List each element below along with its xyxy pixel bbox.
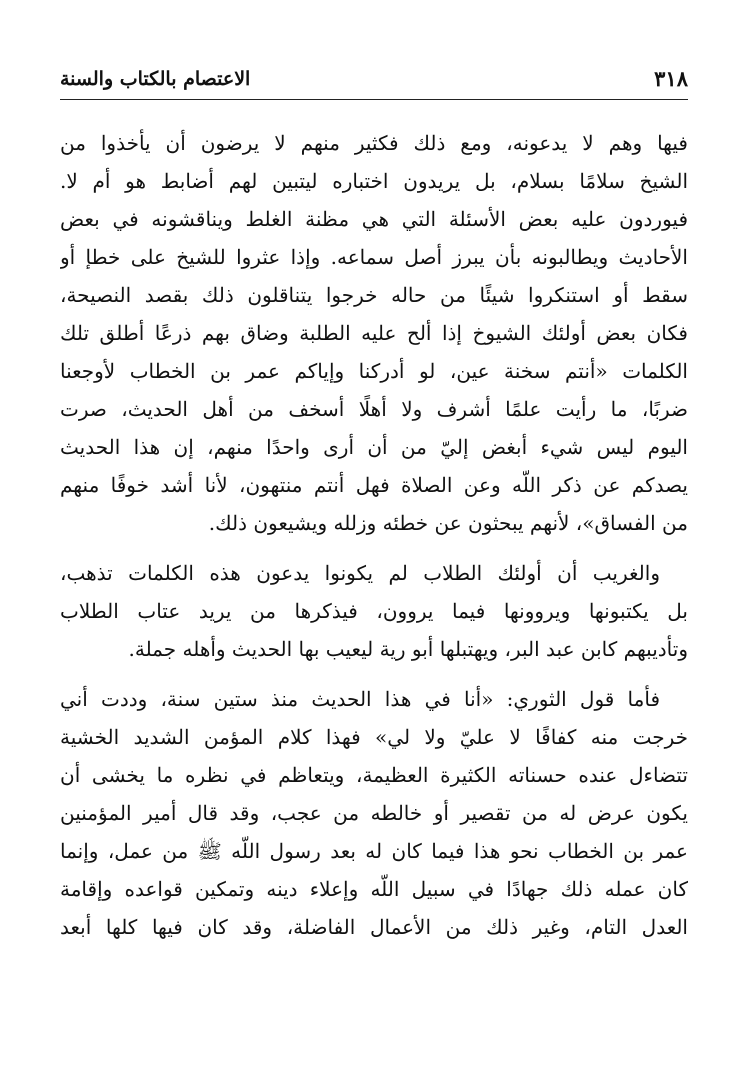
text-line: بل يكتبونها ويروونها فيما يروون، فيذكرها من يريد عتاب الطلاب: [60, 599, 688, 623]
text-line: تتضاءل عنده حسناته الكثيرة العظيمة، ويتعاظم في نظره ما يخشى أن: [60, 763, 688, 787]
text-line: كان عمله ذلك جهادًا في سبيل اللّه وإعلاء دينه وتمكين قواعده وإقامة: [60, 877, 688, 901]
text-line: فيها وهم لا يدعونه، ومع ذلك فكثير منهم لا يرضون أن يأخذوا من: [60, 131, 688, 155]
paragraph-spacer: [60, 668, 688, 680]
text-line: الكلمات «أنتم سخنة عين، لو أدركنا وإياكم عمر بن الخطاب لأوجعنا: [60, 359, 688, 383]
text-line: فيوردون عليه بعض الأسئلة التي هي مظنة الغلط ويناقشونه في بعض: [60, 207, 688, 231]
page-header: [60, 62, 688, 96]
paragraph-3: [60, 680, 688, 946]
text-line: خرجت منه كفافًا لا عليّ ولا لي» فهذا كلام المؤمن الشديد الخشية: [60, 725, 688, 749]
text-line: فأما قول الثوري: «أنا في هذا الحديث منذ ستين سنة، وددت أني: [60, 687, 660, 711]
body-text: [60, 124, 688, 946]
text-line: يكون عرض له من تقصير أو خالطه من عجب، وقد قال أمير المؤمنين: [60, 801, 688, 825]
paragraph-2: [60, 554, 688, 668]
text-line: عمر بن الخطاب نحو هذا فيما كان له بعد رسول اللّه ﷺ من عمل، وإنما: [60, 839, 688, 863]
page-number: ٣١٨: [654, 66, 688, 91]
paragraph-1: [60, 124, 688, 542]
text-line: ضربًا، ما رأيت علمًا أشرف ولا أهلًا أسخف من أهل الحديث، صرت: [60, 397, 688, 421]
running-title: الاعتصام بالكتاب والسنة: [60, 68, 251, 90]
text-line: سقط أو استنكروا شيئًا من حاله خرجوا يتناقلون ذلك بقصد النصيحة،: [60, 283, 688, 307]
text-line: العدل التام، وغير ذلك من الأعمال الفاضلة، وقد كان فيها كلها أبعد: [60, 915, 688, 939]
text-line: يصدكم عن ذكر اللّه وعن الصلاة فهل أنتم منتهون، لأنا أشد خوفًا منهم: [60, 473, 688, 497]
text-line: من الفساق»، لأنهم يبحثون عن خطئه وزلله ويشيعون ذلك.: [208, 511, 688, 535]
text-line: الأحاديث ويطالبونه بأن يبرز أصل سماعه. وإذا عثروا للشيخ على خطإ أو: [60, 245, 688, 269]
paragraph-spacer: [60, 542, 688, 554]
text-line: فكان بعض أولئك الشيوخ إذا ألح عليه الطلبة وضاق بهم ذرعًا أطلق تلك: [60, 321, 688, 345]
text-line: اليوم ليس شيء أبغض إليّ من أن أرى واحدًا منهم، إن هذا الحديث: [60, 435, 688, 459]
header-divider: [60, 99, 688, 100]
text-line: الشيخ سلامًا بسلام، بل يريدون اختباره ليتبين لهم أضابط هو أم لا.: [60, 169, 688, 193]
text-line: وتأديبهم كابن عبد البر، ويهتبلها أبو رية ليعيب بها الحديث وأهله جملة.: [128, 637, 688, 661]
text-line: والغريب أن أولئك الطلاب لم يكونوا يدعون هذه الكلمات تذهب،: [60, 561, 660, 585]
